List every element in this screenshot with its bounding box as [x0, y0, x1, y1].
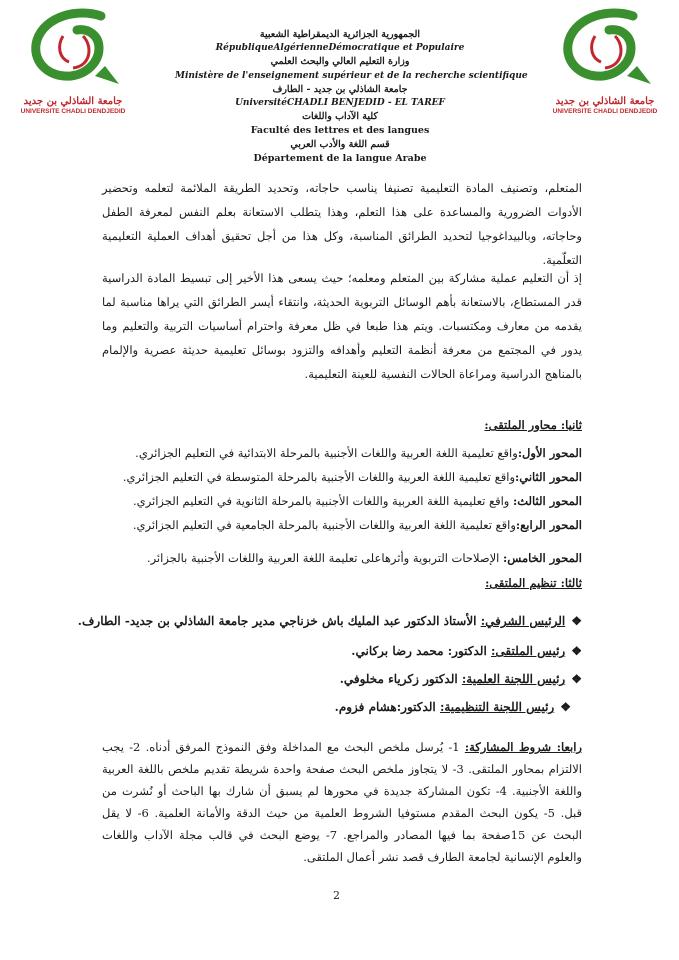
paragraph-2: إذ أن التعليم عملية مشاركة بين المتعلم ومعلمه؛ حيث يسعى هذا الأخير إلى تبسيط المادة الدراسية قدر المستطاع، بالاستعانة بأهم الوسائل التربوية الحديثة، وانتقاء أيسر الطرائق التي يراها مناسبة لما يقدمه من معارف ومكتسبات. ويتم هذا طبعا في ظل معرفة واحترام أساسيات التربية والتعليم وما يدور في المجتمع من معرفة أنظمة التعليم وأهدافه والتزود بوسائل تعليمية حديثة عصرية والإلمام بالمناهج الدراسية ومراعاة الحالات النفسية للعينة التعليمية. [102, 271, 582, 381]
organization-text: الأستاذ الدكتور عبد المليك باش خزناجي مدير جامعة الشاذلي بن جديد- الطارف. [77, 614, 481, 628]
organization-text: الدكتور: محمد رضا بركاني. [351, 644, 491, 658]
header-line-department-ar: قسم اللغة والأدب العربي [290, 139, 390, 150]
organization-item [335, 700, 571, 714]
header-line-republic-ar: الجمهورية الجزائرية الديمقراطية الشعبية [259, 29, 421, 40]
axis-label: المحور الرابع: [515, 518, 582, 532]
university-emblem-icon [23, 6, 123, 94]
organization-item [340, 672, 582, 686]
bullet-icon: ❖ [571, 644, 582, 658]
paragraph-1: المتعلم، وتصنيف المادة التعليمية تصنيفا يناسب حاجاته، وتحديد الطريقة الملائمة لتعلمه وتحضير الأدوات الضرورية والمساعدة على هذا التعلم، وهذا يتطلب الاستعانة بعلم النفس لمعرفة الطفل وحاجاته، وبالبيداغوجيا لتحديد الطرائق المناسبة، وكل هذا من أجل تحقيق أهداف العملية التعليمية التعلّمية. [102, 181, 582, 267]
bullet-icon: ❖ [571, 614, 582, 628]
organization-label: الرئيس الشرفي: [480, 614, 566, 628]
axis-text: واقع تعليمية اللغة العربية واللغات الأجنبية بالمرحلة الابتدائية في التعليم الجزائري. [135, 446, 518, 460]
page-number: 2 [333, 889, 340, 902]
axis-text: واقع تعليمية اللغة العربية واللغات الأجنبية بالمرحلة الجامعية في التعليم الجزائري. [132, 518, 516, 532]
organization-label: رئيس الملتقى: [490, 644, 566, 658]
axis-label: المحور الأول: [517, 446, 582, 460]
organization-item [351, 644, 582, 658]
axis-text: واقع تعليمية اللغة العربية واللغات الأجنبية بالمرحلة الثانوية في التعليم الجزائري. [133, 494, 514, 508]
bullet-icon: ❖ [571, 672, 582, 686]
organization-label: رئيس اللجنة التنظيمية: [439, 700, 555, 714]
header-line-faculty-fr: Faculté des lettres et des langues [250, 125, 430, 136]
header-line-ministry-fr: Ministère de l'enseignement supérieur et de la recherche scientifique [175, 71, 528, 81]
university-logo-left [8, 6, 138, 131]
axis-item [133, 494, 582, 508]
organization-section-title: ثالثا: تنظيم الملتقى: [485, 576, 582, 590]
axis-text: الإصلاحات التربوية وأثرهاعلى تعليمة اللغة العربية واللغات الأجنبية بالجزائر. [146, 551, 504, 565]
organization-item [78, 614, 582, 628]
organization-text: الدكتور زكرياء مخلوفي. [339, 672, 462, 686]
axis-text: واقع تعليمية اللغة العربية واللغات الأجنبية بالمرحلة المتوسطة في التعليم الجزائري. [122, 470, 516, 484]
logo-caption-french: UNIVERSITE CHADLI DENDJEDID [552, 108, 658, 115]
header-line-republic-fr: RépubliqueAlgérienneDémocratique et Populaire [215, 43, 465, 53]
header-line-faculty-ar: كلية الآداب واللغات [302, 111, 378, 122]
participation-text: 1- يُرسل ملخص البحث مع المداخلة وفق النموذج المرفق أدناه. 2- يجب الالتزام بمحاور الملتقى. 3- لا يتجاوز ملخص البحث صفحة واحدة شريطة تقديم ملخص باللغة العربية واللغة الأجنبية. 4- تكون المشاركة جديدة في محورها لم يسبق أن شارك بها الباحث أو نُشرت من قبل. 5- يكون البحث المقدم مستوفيا الشروط العلمية من حيث الدقة والأمانة العلمية. 6- لا يقل البحث عن 15صفحة بما فيها المصادر والمراجع. 7- يوضع البحث في قالب مجلة الآداب واللغات والعلوم الإنسانية لجامعة الطارف قصد نشر أعمال الملتقى. [102, 740, 583, 864]
axis-item [133, 518, 582, 532]
organization-label: رئيس اللجنة العلمية: [461, 672, 566, 686]
participation-title: رابعا: شروط المشاركة: [464, 740, 582, 754]
organization-text: الدكتور:هشام فزوم. [334, 700, 440, 714]
header-line-department-fr: Département de la langue Arabe [253, 153, 427, 164]
axis-label: المحور الثاني: [515, 470, 582, 484]
participation-conditions [102, 736, 582, 868]
axes-section-title: ثانيا: محاور الملتقى: [484, 418, 582, 432]
axis-item [123, 470, 582, 484]
logo-caption-arabic: جامعة الشاذلي بن جديد [23, 96, 123, 107]
bullet-icon: ❖ [560, 700, 571, 714]
axis-label: المحور الثالث: [513, 494, 582, 508]
header-line-ministry-ar: وزارة التعليم العالي والبحث العلمي [270, 56, 410, 67]
axis-label: المحور الخامس: [503, 551, 582, 565]
logo-caption-french: UNIVERSITE CHADLI DENDJEDID [20, 108, 126, 115]
header-line-university-fr: UniversitéCHADLI BENJEDID - EL TAREF [235, 98, 445, 108]
axis-item [147, 551, 582, 565]
university-logo-right [540, 6, 670, 131]
university-emblem-icon [555, 6, 655, 94]
axis-item [135, 446, 582, 460]
logo-caption-arabic: جامعة الشاذلي بن جديد [555, 96, 655, 107]
header-line-university-ar: جامعة الشاذلي بن جديد - الطارف [272, 84, 408, 95]
